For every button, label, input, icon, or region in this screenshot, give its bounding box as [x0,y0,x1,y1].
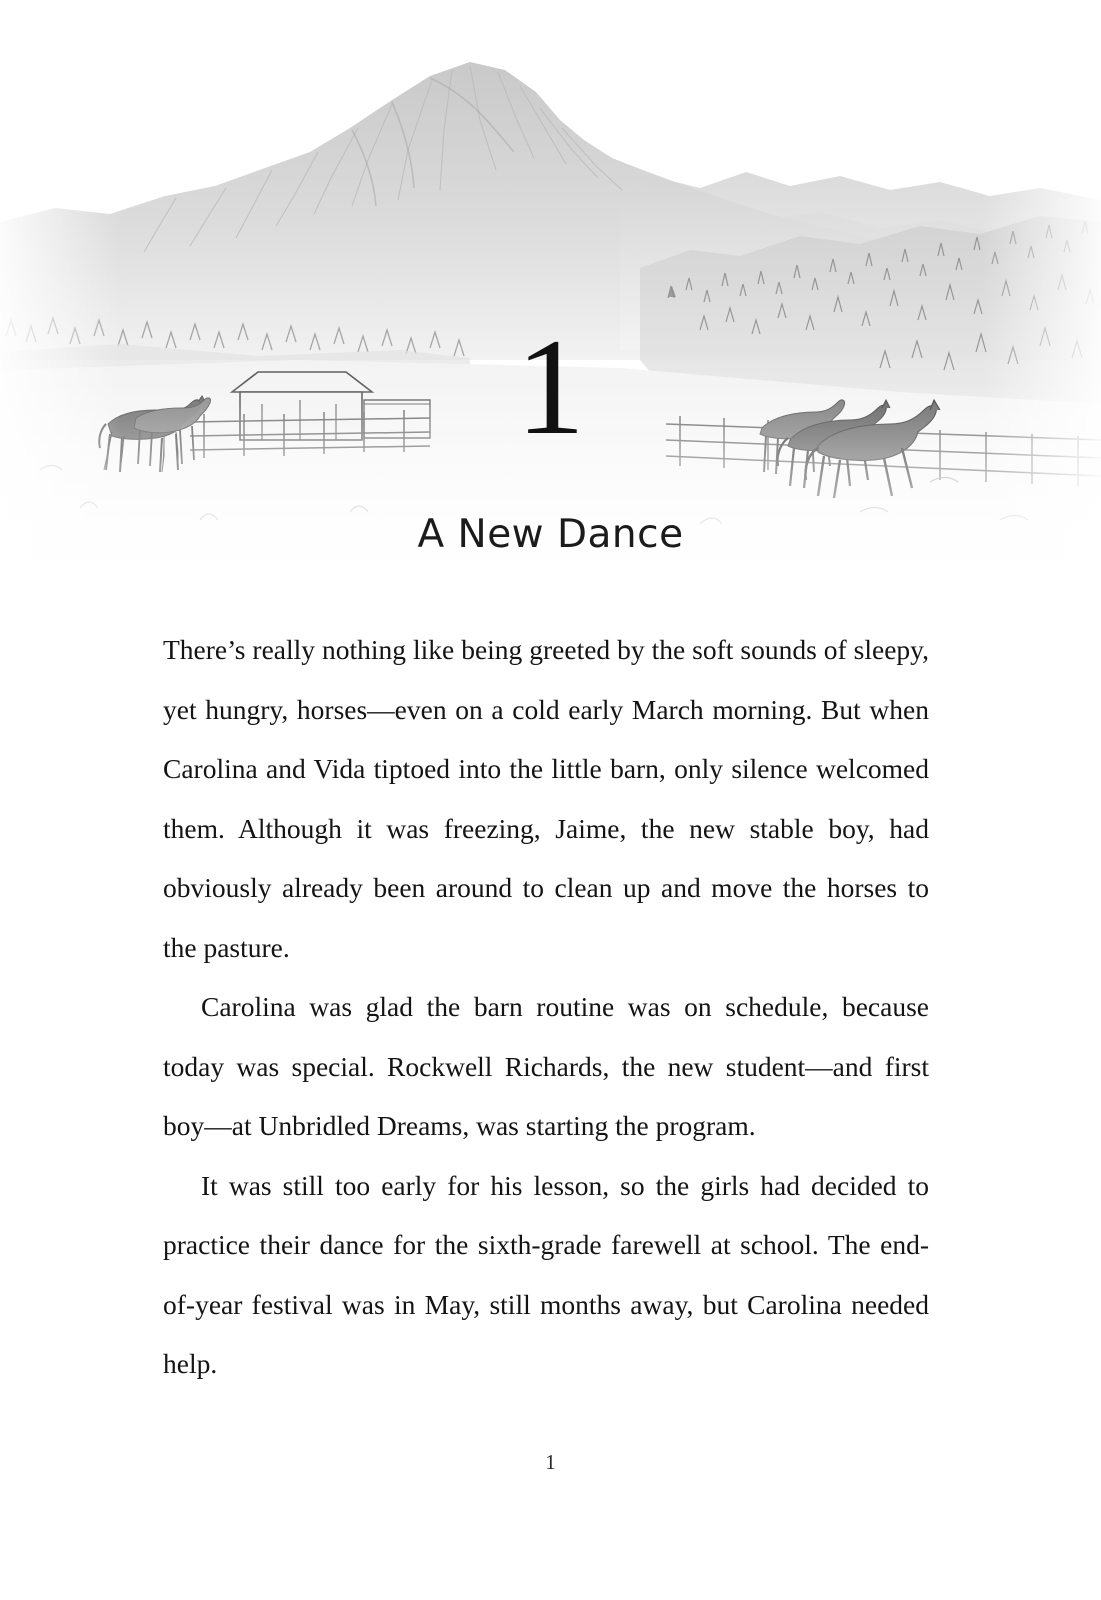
page-number: 1 [545,1450,556,1474]
body-text [163,620,929,1394]
chapter-number: 1 [516,310,585,463]
paragraph-1: There’s really nothing like being greeted by the soft sounds of sleepy, yet hungry, horses—even on a cold early March morning. But when Carolina and Vida tiptoed into the little barn, only silence welcomed them. Although it was freezing, Jaime, the new stable boy, had obviously already been around to clean up and move the horses to the pasture. [163,634,929,963]
chapter-title: A New Dance [417,512,684,557]
paragraph-2: Carolina was glad the barn routine was on schedule, because today was special. Rockwell Richards, the new student—and first boy—at Unbridled Dreams, was starting the program. [163,991,929,1141]
paragraph-3: It was still too early for his lesson, so the girls had decided to practice their dance for the sixth-grade farewell at school. The end-of-year festival was in May, still months away, but Carolina needed help. [163,1169,929,1379]
